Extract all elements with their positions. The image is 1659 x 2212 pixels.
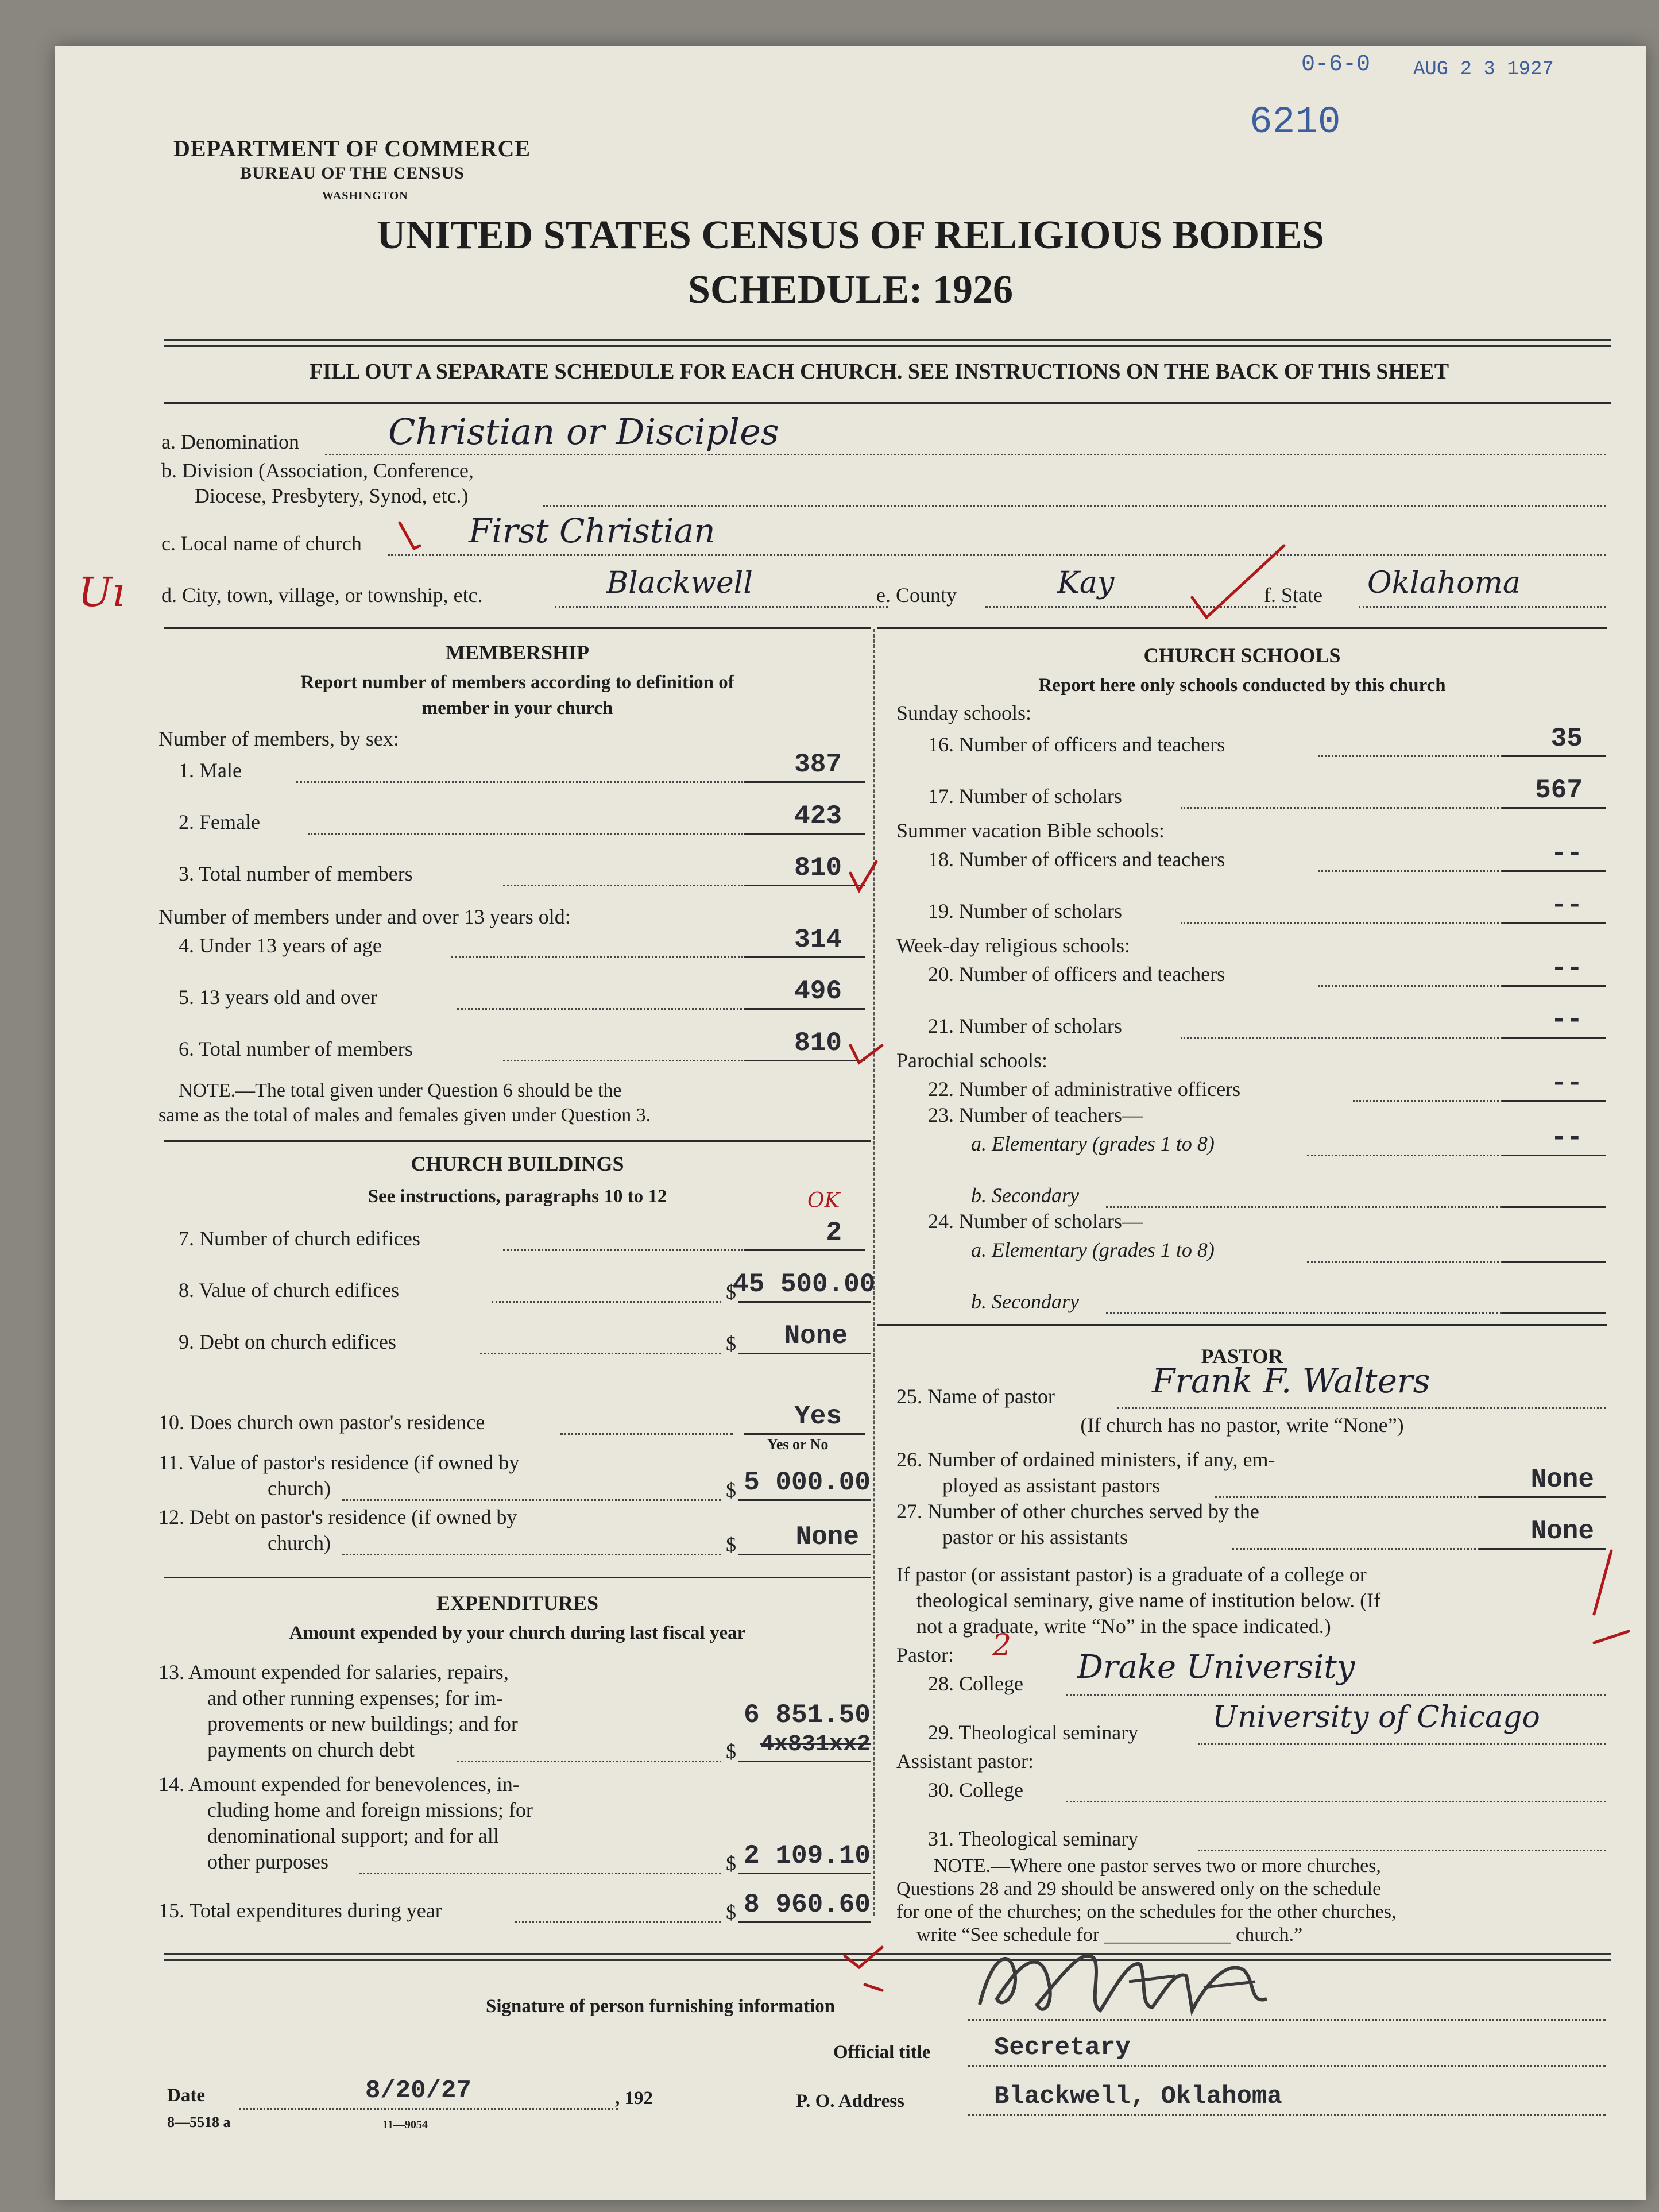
denomination-label: a. Denomination <box>161 430 299 453</box>
buildings-sub: See instructions, paragraphs 10 to 12 <box>368 1186 667 1207</box>
check-right-margin-1 <box>1594 1551 1611 1614</box>
state-value[interactable]: Oklahoma <box>1367 566 1521 600</box>
check-total-tail <box>865 1985 882 1990</box>
q8-value[interactable]: 45 500.00 <box>733 1269 876 1299</box>
q26-value[interactable]: None <box>1530 1465 1594 1495</box>
q19-value[interactable]: -- <box>1550 890 1583 920</box>
po-address-label: P. O. Address <box>796 2091 904 2111</box>
q1-label: 1. Male <box>179 759 242 782</box>
q12-value[interactable]: None <box>795 1522 859 1552</box>
division-label-line1: b. Division (Association, Conference, <box>161 459 474 482</box>
expenditures-heading: EXPENDITURES <box>436 1592 599 1615</box>
q9-value[interactable]: None <box>784 1321 848 1351</box>
q13-label-line1: 13. Amount expended for salaries, repairs, <box>158 1661 509 1684</box>
q27-value[interactable]: None <box>1530 1516 1594 1546</box>
check-q3 <box>850 862 876 890</box>
pastor-note-line4: write “See schedule for _____________ church.” <box>916 1924 1303 1945</box>
q14-label-line3: denominational support; and for all <box>207 1824 499 1847</box>
q13-label-line3: provements or new buildings; and for <box>207 1712 518 1735</box>
membership-sub1: Report number of members according to definition of <box>300 672 734 693</box>
denomination-value[interactable]: Christian or Disciples <box>388 411 779 453</box>
q27-label-line1: 27. Number of other churches served by the <box>896 1500 1259 1523</box>
graduate-instruction-line1: If pastor (or assistant pastor) is a graduate of a college or <box>896 1563 1367 1586</box>
q24b-label: b. Secondary <box>971 1290 1079 1313</box>
members-by-age-label: Number of members under and over 13 years old: <box>158 905 571 928</box>
pastor-note-line1: NOTE.—Where one pastor serves two or more churches, <box>934 1855 1381 1877</box>
summer-schools-label: Summer vacation Bible schools: <box>896 819 1165 842</box>
department-name: DEPARTMENT OF COMMERCE <box>173 136 531 161</box>
sunday-schools-label: Sunday schools: <box>896 701 1032 724</box>
ok-check-mark: OK <box>807 1189 840 1213</box>
membership-sub2: member in your church <box>421 698 613 719</box>
q11-label-line1: 11. Value of pastor's residence (if owned by <box>158 1451 520 1474</box>
pastor-note-line3: for one of the churches; on the schedules for the other churches, <box>896 1901 1397 1923</box>
q11-value[interactable]: 5 000.00 <box>744 1468 871 1497</box>
q24-label: 24. Number of scholars— <box>928 1210 1143 1233</box>
q14-label-line4: other purposes <box>207 1850 328 1873</box>
q11-dollar: $ <box>726 1478 736 1501</box>
q12-dollar: $ <box>726 1533 736 1556</box>
q10-value[interactable]: Yes <box>794 1402 842 1431</box>
q8-label: 8. Value of church edifices <box>179 1279 400 1302</box>
q19-label: 19. Number of scholars <box>928 900 1122 922</box>
official-title-label: Official title <box>833 2042 931 2063</box>
margin-red-mark: Uı <box>78 569 125 616</box>
q27-label-line2: pastor or his assistants <box>942 1526 1128 1549</box>
pastor-note-line2: Questions 28 and 29 should be answered only on the schedule <box>896 1878 1382 1900</box>
city-value[interactable]: Blackwell <box>606 566 753 600</box>
q16-value[interactable]: 35 <box>1550 724 1583 754</box>
q13-label-line2: and other running expenses; for im- <box>207 1686 503 1709</box>
check-q6 <box>850 1045 882 1063</box>
q10-hint: Yes or No <box>767 1436 829 1453</box>
q17-value[interactable]: 567 <box>1535 775 1583 805</box>
q14-dollar: $ <box>726 1852 736 1875</box>
q18-value[interactable]: -- <box>1550 839 1583 868</box>
q22-value[interactable]: -- <box>1550 1068 1583 1098</box>
q23a-value[interactable]: -- <box>1550 1123 1583 1153</box>
po-address-value[interactable]: Blackwell, Oklahoma <box>994 2082 1282 2111</box>
q25-label: 25. Name of pastor <box>896 1385 1055 1408</box>
q23b-label: b. Secondary <box>971 1184 1079 1207</box>
membership-note-line1: NOTE.—The total given under Question 6 should be the <box>179 1080 622 1101</box>
q13-value[interactable]: 6 851.50 <box>744 1700 871 1730</box>
q7-value[interactable]: 2 <box>826 1218 842 1248</box>
q23a-label: a. Elementary (grades 1 to 8) <box>971 1132 1215 1155</box>
q29-label: 29. Theological seminary <box>928 1721 1139 1744</box>
print-number: 11—9054 <box>382 2118 428 2131</box>
q25-hint: (If church has no pastor, write “None”) <box>1080 1414 1404 1437</box>
q17-label: 17. Number of scholars <box>928 785 1122 808</box>
local-name-value[interactable]: First Christian <box>469 511 716 550</box>
q15-label: 15. Total expenditures during year <box>158 1899 442 1922</box>
q18-label: 18. Number of officers and teachers <box>928 848 1225 871</box>
members-by-sex-label: Number of members, by sex: <box>158 727 399 750</box>
check-right-margin-2 <box>1594 1631 1629 1643</box>
check-q15 <box>845 1947 882 1967</box>
bureau-city: WASHINGTON <box>322 190 408 202</box>
q12-label-line1: 12. Debt on pastor's residence (if owned by <box>158 1505 517 1528</box>
q23-label: 23. Number of teachers— <box>928 1103 1143 1126</box>
q9-label: 9. Debt on church edifices <box>179 1330 396 1353</box>
membership-note-line2: same as the total of males and females given under Question 3. <box>158 1105 651 1126</box>
q5-value[interactable]: 496 <box>794 976 842 1006</box>
received-date-stamp: AUG 2 3 1927 <box>1413 59 1554 80</box>
assistant-pastor-label: Assistant pastor: <box>896 1750 1034 1773</box>
q2-label: 2. Female <box>179 810 260 833</box>
q21-label: 21. Number of scholars <box>928 1014 1122 1037</box>
q16-label: 16. Number of officers and teachers <box>928 733 1225 756</box>
q1-value[interactable]: 387 <box>794 750 842 779</box>
date-value[interactable]: 8/20/27 <box>365 2076 471 2105</box>
date-label: Date <box>167 2085 205 2106</box>
buildings-heading: CHURCH BUILDINGS <box>411 1152 624 1175</box>
form-schedule-year: SCHEDULE: 1926 <box>688 268 1013 312</box>
schools-heading: CHURCH SCHOOLS <box>1143 644 1341 667</box>
q20-label: 20. Number of officers and teachers <box>928 963 1225 986</box>
graduate-instruction-line3: not a graduate, write “No” in the space indicated.) <box>916 1615 1331 1638</box>
q25-value[interactable]: Frank F. Walters <box>1152 1361 1430 1400</box>
q10-label: 10. Does church own pastor's residence <box>158 1411 485 1434</box>
form-instruction: FILL OUT A SEPARATE SCHEDULE FOR EACH CHURCH. SEE INSTRUCTIONS ON THE BACK OF THIS SHEET <box>309 360 1449 384</box>
graduate-instruction-line2: theological seminary, give name of institution below. (If <box>916 1589 1381 1612</box>
q24a-label: a. Elementary (grades 1 to 8) <box>971 1238 1215 1261</box>
official-title-value[interactable]: Secretary <box>994 2033 1131 2062</box>
signature-label: Signature of person furnishing information <box>486 1996 836 2017</box>
weekday-schools-label: Week-day religious schools: <box>896 934 1131 957</box>
q11-label-line2: church) <box>268 1477 331 1500</box>
red-two-mark: 2 <box>992 1628 1012 1663</box>
census-schedule-sheet <box>55 46 1646 2200</box>
q15-value[interactable]: 8 960.60 <box>744 1890 871 1920</box>
q26-label-line1: 26. Number of ordained ministers, if any, em- <box>896 1448 1275 1471</box>
q29-value[interactable]: University of Chicago <box>1212 1700 1540 1735</box>
q15-dollar: $ <box>726 1901 736 1924</box>
division-label-line2: Diocese, Presbytery, Synod, etc.) <box>195 484 469 507</box>
county-value[interactable]: Kay <box>1057 566 1115 600</box>
q14-label-line2: cluding home and foreign missions; for <box>207 1798 533 1821</box>
q7-label: 7. Number of church edifices <box>179 1227 420 1250</box>
q28-value[interactable]: Drake University <box>1077 1649 1355 1686</box>
q6-label: 6. Total number of members <box>179 1037 413 1060</box>
form-number: 8—5518 a <box>167 2114 231 2130</box>
q13-struck-value: 4x831xx2 <box>760 1732 871 1758</box>
q4-label: 4. Under 13 years of age <box>179 934 382 957</box>
schools-sub: Report here only schools conducted by this church <box>1038 675 1446 696</box>
form-title: UNITED STATES CENSUS OF RELIGIOUS BODIES <box>376 213 1325 257</box>
date-year-suffix: , 192 <box>615 2088 653 2109</box>
q13-label-line4: payments on church debt <box>207 1738 415 1761</box>
q30-label: 30. College <box>928 1778 1023 1801</box>
q13-dollar: $ <box>726 1740 736 1763</box>
q8-dollar: $ <box>726 1280 736 1303</box>
q6-value[interactable]: 810 <box>794 1028 842 1058</box>
q26-label-line2: ployed as assistant pastors <box>942 1474 1160 1497</box>
q5-label: 5. 13 years old and over <box>179 986 377 1009</box>
schedule-number-stamp: 6210 <box>1250 101 1341 144</box>
q3-label: 3. Total number of members <box>179 862 413 885</box>
check-county <box>1192 546 1284 617</box>
county-label: e. County <box>876 584 957 607</box>
city-label: d. City, town, village, or township, etc. <box>161 584 483 607</box>
red-check-marks <box>55 46 1646 2200</box>
q9-dollar: $ <box>726 1332 736 1355</box>
expenditures-sub: Amount expended by your church during last fiscal year <box>289 1623 746 1643</box>
q28-label: 28. College <box>928 1672 1023 1695</box>
q21-value[interactable]: -- <box>1550 1005 1583 1035</box>
q20-value[interactable]: -- <box>1550 953 1583 983</box>
q31-label: 31. Theological seminary <box>928 1827 1139 1850</box>
q2-value[interactable]: 423 <box>794 801 842 831</box>
check-local-name <box>400 523 420 549</box>
q14-value[interactable]: 2 109.10 <box>744 1841 871 1871</box>
pastor-sub-label: Pastor: <box>896 1643 954 1666</box>
q3-value[interactable]: 810 <box>794 853 842 883</box>
q4-value[interactable]: 314 <box>794 925 842 955</box>
membership-heading: MEMBERSHIP <box>445 641 589 664</box>
q14-label-line1: 14. Amount expended for benevolences, in- <box>158 1773 520 1796</box>
parochial-schools-label: Parochial schools: <box>896 1049 1047 1072</box>
q22-label: 22. Number of administrative officers <box>928 1078 1241 1101</box>
local-name-label: c. Local name of church <box>161 532 362 555</box>
file-code-stamp: 0-6-0 <box>1301 52 1371 78</box>
bureau-name: BUREAU OF THE CENSUS <box>240 164 465 183</box>
pastor-heading: PASTOR <box>1201 1345 1283 1368</box>
state-label: f. State <box>1264 584 1322 607</box>
q12-label-line2: church) <box>268 1531 331 1554</box>
